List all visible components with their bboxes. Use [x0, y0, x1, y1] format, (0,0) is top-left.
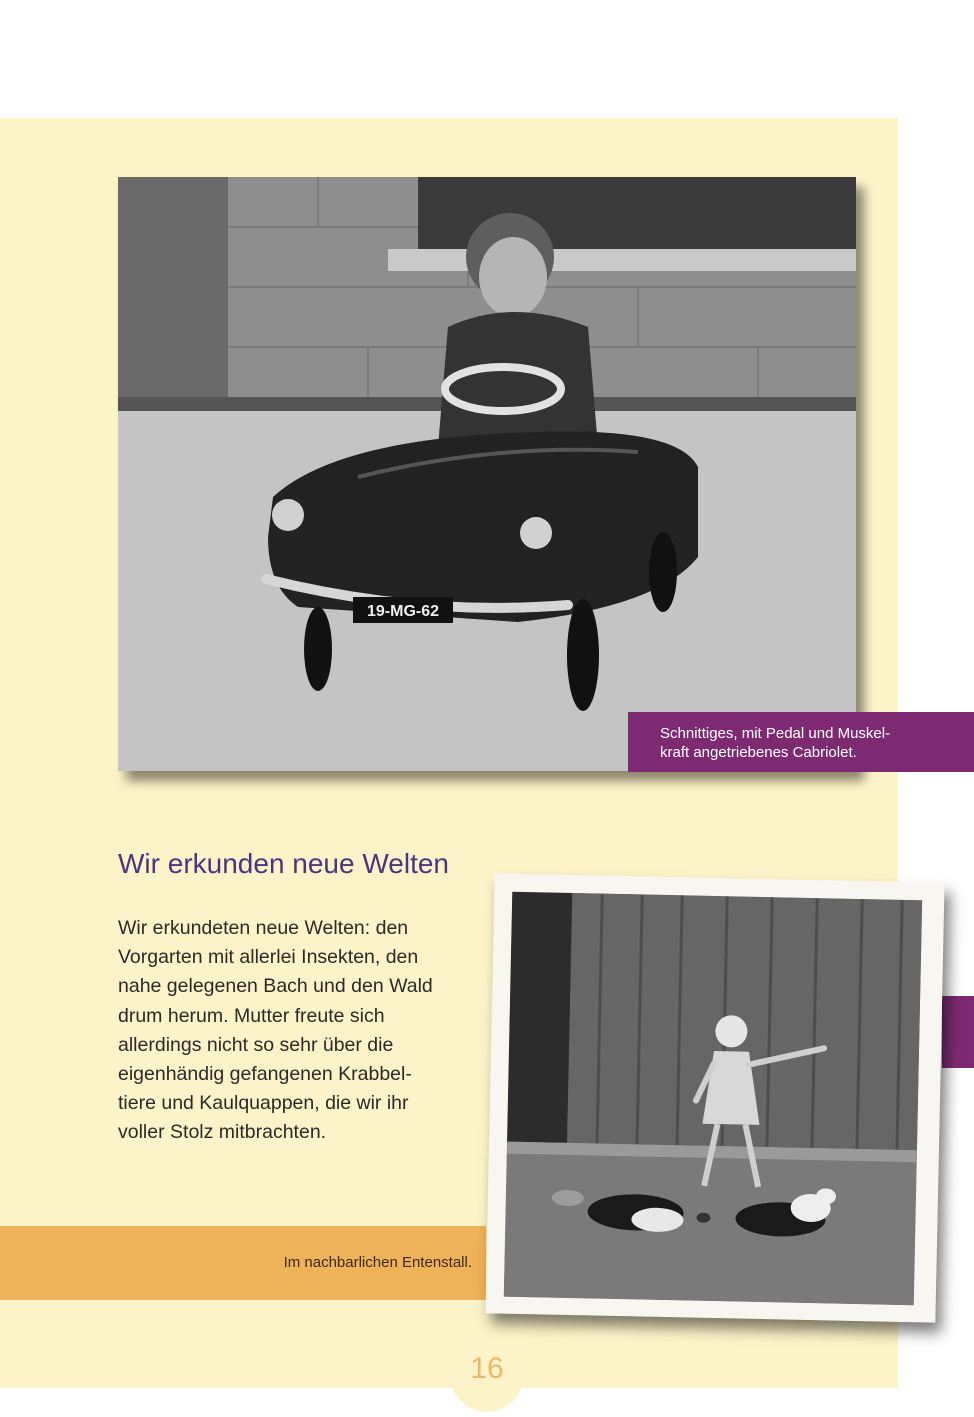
body-line: nahe gelegenen Bach und den Wald	[118, 975, 433, 998]
body-line: Wir erkundeten neue Welten: den	[118, 917, 409, 939]
body-line: voller Stolz mitbrachten.	[118, 1121, 327, 1144]
section-body	[118, 914, 478, 1148]
pedal-car-illustration	[118, 177, 856, 771]
license-plate: 19-MG-62	[366, 603, 440, 620]
photo-caption-ducks: Im nachbarlichen Entenstall.	[283, 1254, 472, 1271]
caption-line: Schnittiges, mit Pedal und Muskel-	[660, 725, 891, 742]
body-line: allerdings nicht so sehr über die	[118, 1033, 394, 1056]
page-number: 16	[470, 1352, 504, 1385]
body-line: tiere und Kaulquappen, die wir ihr	[118, 1092, 409, 1115]
duck-illustration	[504, 892, 922, 1305]
decorative-side-tab	[942, 996, 974, 1068]
duck-photo	[504, 892, 922, 1305]
duck-photo-frame	[485, 873, 944, 1322]
body-line: eigenhändig gefangenen Krabbel-	[118, 1063, 412, 1086]
pedal-car-photo	[118, 177, 856, 771]
photo-caption-pedal-car	[628, 712, 974, 772]
body-line: drum herum. Mutter freute sich	[118, 1004, 385, 1027]
caption-line: kraft angetriebenes Cabriolet.	[660, 744, 857, 761]
section-title: Wir erkunden neue Welten	[118, 848, 449, 879]
body-line: Vorgarten mit allerlei Insekten, den	[118, 946, 419, 969]
caption-bar-ducks	[0, 1226, 486, 1300]
